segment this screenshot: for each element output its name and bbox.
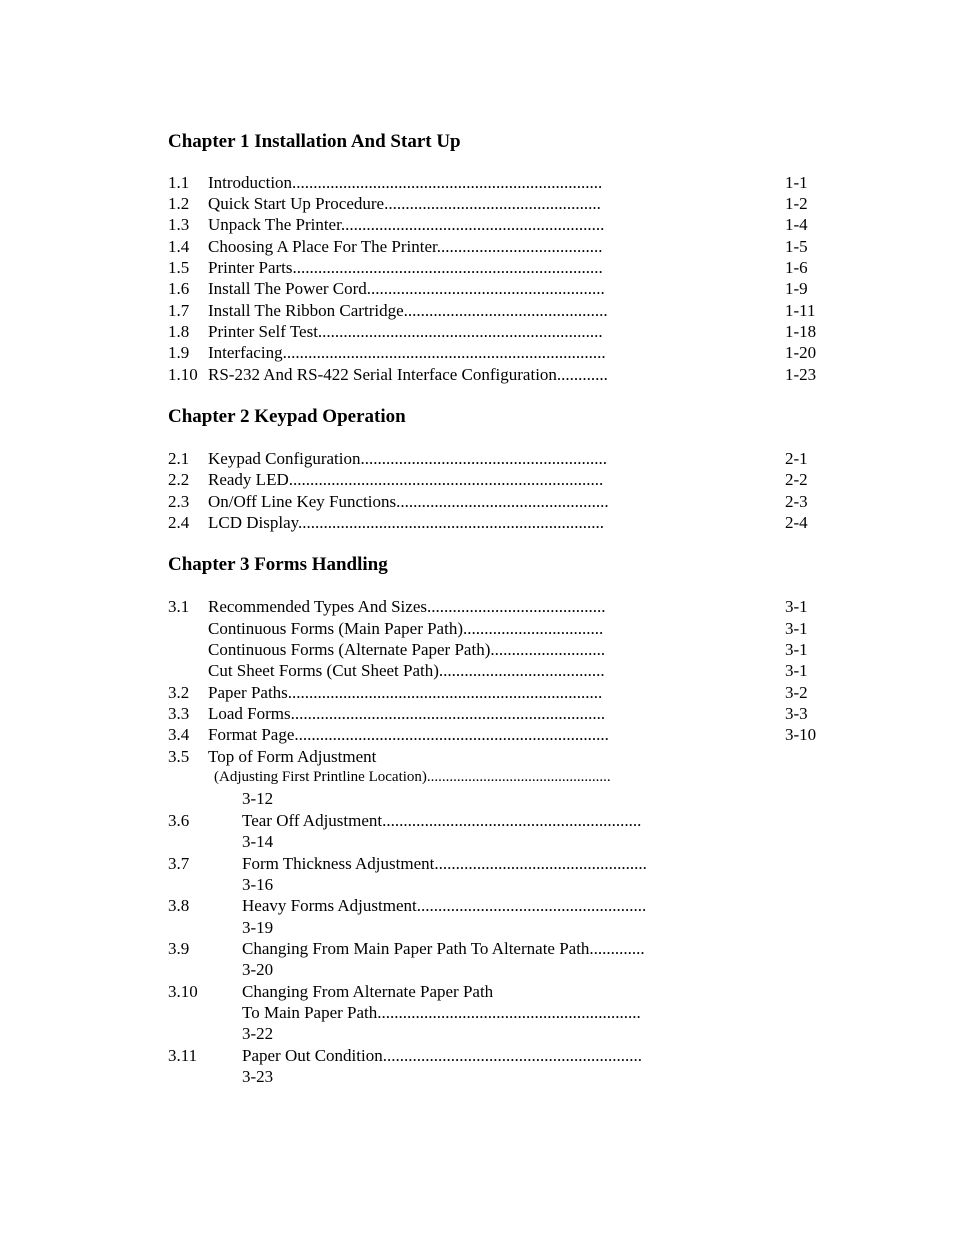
entry-number: 3.11 (168, 1046, 198, 1065)
entry-number: 3.4 (168, 725, 190, 744)
toc-entry[interactable] (168, 172, 602, 193)
toc-entry[interactable] (168, 981, 493, 1002)
entry-page: 3-20 (242, 960, 274, 979)
entry-text: Top of Form Adjustment (208, 747, 377, 766)
entry-text: Quick Start Up Procedure................................................... (208, 194, 601, 213)
entry-text: Unpack The Printer.............................................................. (208, 215, 605, 234)
toc-entry[interactable] (168, 193, 601, 214)
entry-number: 3.2 (168, 683, 190, 702)
entry-text: Heavy Forms Adjustment...................................................... (242, 896, 647, 915)
toc-entry[interactable] (168, 214, 604, 235)
toc-entry[interactable] (168, 236, 602, 257)
entry-page: 1-5 (785, 237, 808, 256)
toc-entry[interactable] (168, 512, 604, 533)
entry-page: 3-19 (242, 918, 274, 937)
entry-number: 3.5 (168, 747, 190, 766)
entry-number: 1.3 (168, 215, 190, 234)
entry-page: 1-23 (785, 365, 817, 384)
entry-number: 1.8 (168, 322, 190, 341)
entry-page: 3-1 (785, 597, 808, 616)
entry-page: 3-12 (242, 789, 274, 808)
entry-text: Form Thickness Adjustment.................................................. (242, 854, 647, 873)
entry-page: 3-16 (242, 875, 274, 894)
toc-entry[interactable] (168, 895, 646, 916)
entry-text: Interfacing............................................................................ (208, 343, 606, 362)
entry-page: 3-1 (785, 661, 808, 680)
entry-text: Continuous Forms (Alternate Paper Path)........................... (208, 640, 606, 659)
toc-entry[interactable] (168, 491, 609, 512)
entry-page: 3-14 (242, 832, 274, 851)
toc-entry[interactable] (168, 703, 605, 724)
entry-text: Ready LED.......................................................................... (208, 470, 604, 489)
entry-page: 3-10 (785, 725, 817, 744)
entry-page: 1-6 (785, 258, 808, 277)
entry-text: Printer Parts......................................................................... (208, 258, 603, 277)
entry-page: 1-20 (785, 343, 817, 362)
entry-number: 3.6 (168, 811, 190, 830)
entry-number: 2.1 (168, 449, 190, 468)
entry-number: 3.7 (168, 854, 190, 873)
entry-page: 2-2 (785, 470, 808, 489)
entry-number: 2.3 (168, 492, 190, 511)
toc-entry[interactable] (168, 257, 603, 278)
entry-page: 1-11 (785, 301, 816, 320)
entry-text: On/Off Line Key Functions.................................................. (208, 492, 609, 511)
toc-entry[interactable] (168, 724, 609, 745)
entry-number: 3.10 (168, 982, 198, 1001)
entry-page: 1-18 (785, 322, 817, 341)
entry-page: 1-1 (785, 173, 808, 192)
toc-entry-subline[interactable] (168, 1002, 641, 1023)
entry-text: Keypad Configuration.......................................................... (208, 449, 607, 468)
toc-entry[interactable] (168, 278, 605, 299)
entry-number: 3.9 (168, 939, 190, 958)
entry-page: 2-1 (785, 449, 808, 468)
toc-entry[interactable] (168, 342, 606, 363)
entry-page: 3-1 (785, 619, 808, 638)
entry-page: 2-4 (785, 513, 808, 532)
entry-text: RS-232 And RS-422 Serial Interface Configuration............ (208, 365, 608, 384)
chapter-2-title: Chapter 2 Keypad Operation (168, 406, 406, 427)
entry-page: 3-2 (785, 683, 808, 702)
entry-text: (Adjusting First Printline Location)................................................. (214, 769, 611, 785)
entry-text: Recommended Types And Sizes.......................................... (208, 597, 606, 616)
entry-page: 3-3 (785, 704, 808, 723)
entry-page: 1-9 (785, 279, 808, 298)
entry-text: Paper Paths.......................................................................... (208, 683, 603, 702)
entry-number: 1.6 (168, 279, 190, 298)
toc-entry[interactable] (168, 938, 645, 959)
entry-text: Changing From Alternate Paper Path (242, 982, 494, 1001)
entry-text: Paper Out Condition............................................................. (242, 1046, 642, 1065)
toc-entry[interactable] (168, 660, 605, 681)
entry-number: 3.8 (168, 896, 190, 915)
toc-entry[interactable] (168, 853, 647, 874)
entry-page: 2-3 (785, 492, 808, 511)
entry-number: 2.4 (168, 513, 190, 532)
entry-text: Tear Off Adjustment............................................................. (242, 811, 642, 830)
entry-text: To Main Paper Path.............................................................. (242, 1003, 641, 1022)
entry-text: Install The Ribbon Cartridge................................................ (208, 301, 608, 320)
entry-text: Changing From Main Paper Path To Alternate Path............. (242, 939, 645, 958)
entry-number: 1.5 (168, 258, 190, 277)
entry-text: Choosing A Place For The Printer....................................... (208, 237, 603, 256)
entry-text: Introduction......................................................................... (208, 173, 603, 192)
toc-entry[interactable] (168, 596, 606, 617)
entry-page: 3-23 (242, 1067, 274, 1086)
toc-entry[interactable] (168, 682, 602, 703)
entry-page: 1-2 (785, 194, 808, 213)
entry-number: 3.3 (168, 704, 190, 723)
toc-entry[interactable] (168, 364, 608, 385)
entry-number: 3.1 (168, 597, 190, 616)
toc-entry[interactable] (168, 810, 641, 831)
entry-page: 3-1 (785, 640, 808, 659)
entry-number: 2.2 (168, 470, 190, 489)
toc-entry-subline[interactable] (168, 767, 611, 788)
entry-number: 1.7 (168, 301, 190, 320)
toc-entry[interactable] (168, 639, 605, 660)
toc-entry[interactable] (168, 618, 603, 639)
entry-page: 3-22 (242, 1024, 274, 1043)
entry-number: 1.1 (168, 173, 190, 192)
toc-entry[interactable] (168, 1045, 642, 1066)
entry-text: Printer Self Test................................................................... (208, 322, 603, 341)
toc-entry[interactable] (168, 746, 376, 767)
entry-text: Load Forms.......................................................................... (208, 704, 606, 723)
entry-text: LCD Display........................................................................ (208, 513, 605, 532)
entry-text: Format Page.......................................................................... (208, 725, 609, 744)
entry-number: 1.4 (168, 237, 190, 256)
entry-text: Cut Sheet Forms (Cut Sheet Path)....................................... (208, 661, 605, 680)
entry-text: Install The Power Cord........................................................ (208, 279, 605, 298)
entry-number: 1.10 (168, 365, 198, 384)
chapter-1-title: Chapter 1 Installation And Start Up (168, 131, 461, 152)
entry-number: 1.9 (168, 343, 190, 362)
entry-number: 1.2 (168, 194, 190, 213)
entry-page: 1-4 (785, 215, 808, 234)
toc-entry[interactable] (168, 469, 603, 490)
toc-entry[interactable] (168, 448, 607, 469)
chapter-3-title: Chapter 3 Forms Handling (168, 554, 388, 575)
entry-text: Continuous Forms (Main Paper Path)................................. (208, 619, 604, 638)
toc-entry[interactable] (168, 300, 608, 321)
toc-entry[interactable] (168, 321, 603, 342)
